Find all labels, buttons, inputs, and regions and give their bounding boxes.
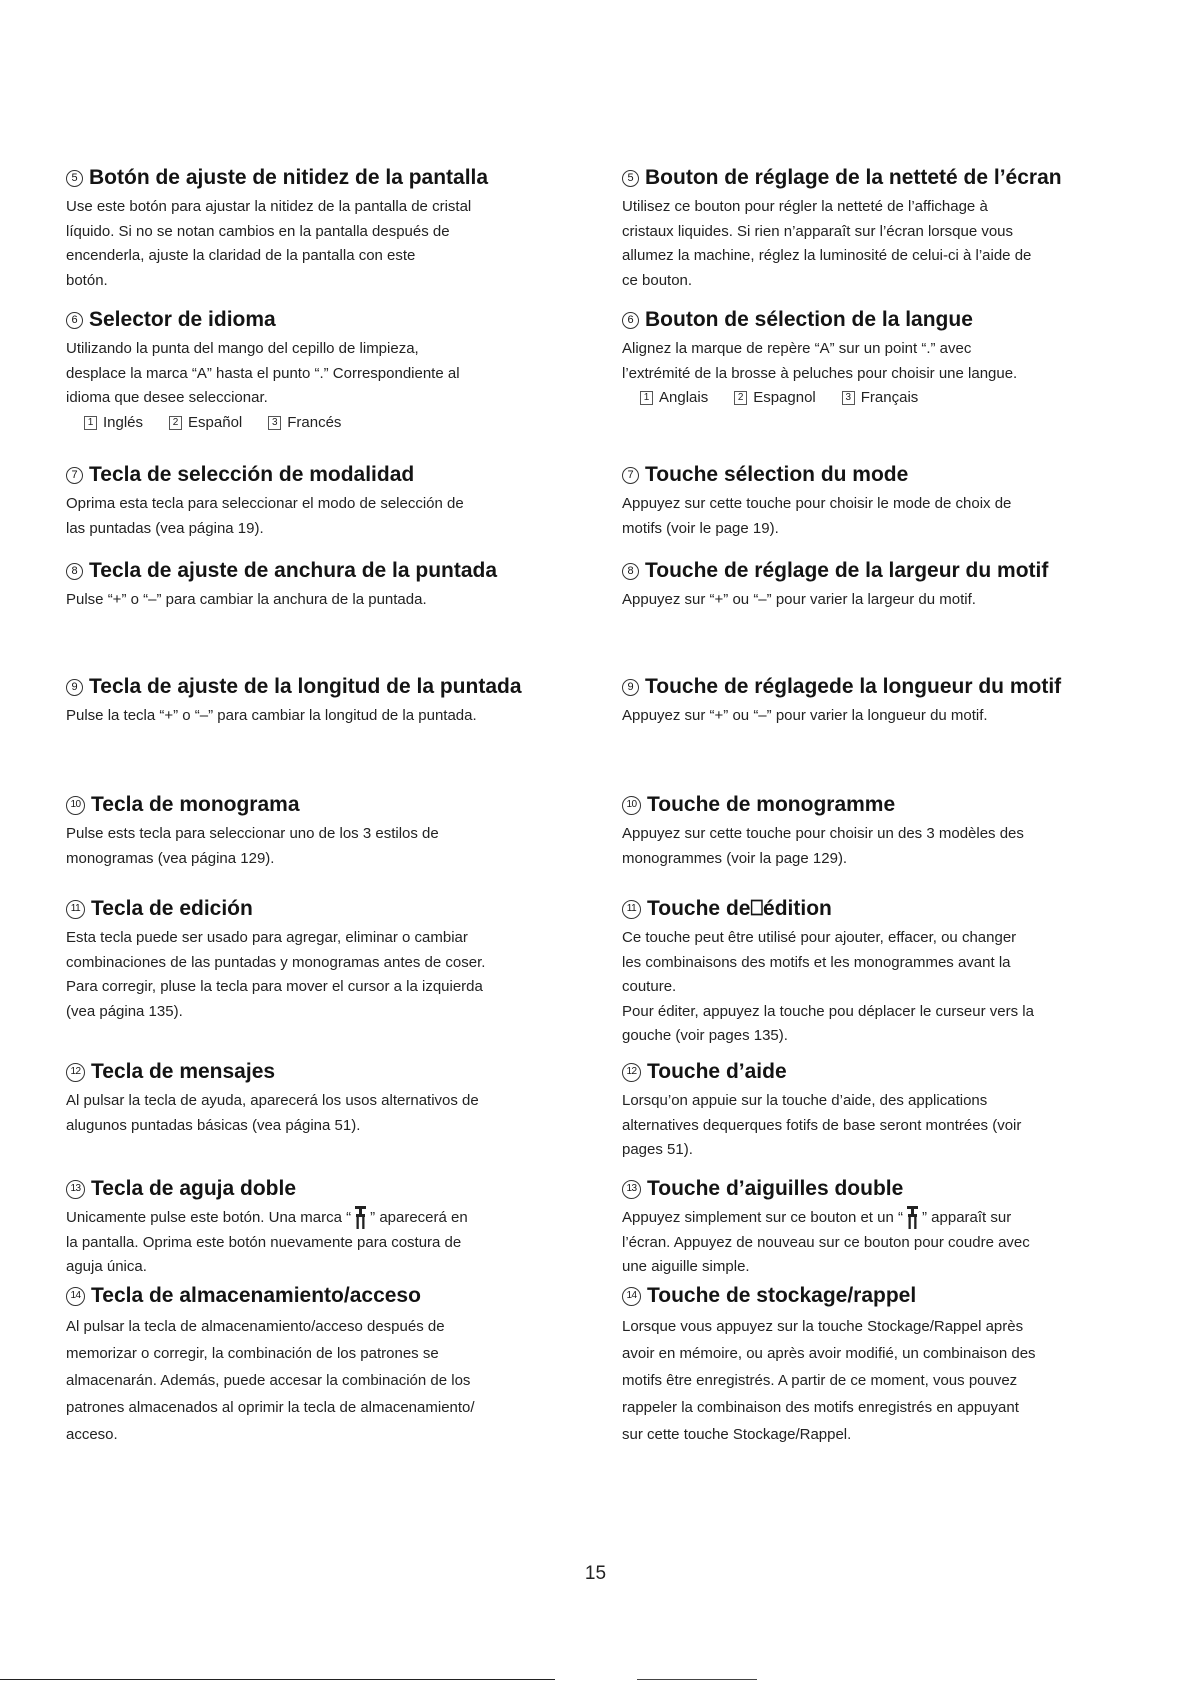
section-body: [622, 926, 1117, 1049]
section-6-es: [66, 307, 561, 435]
body-line: líquido. Si no se notan cambios en la pantalla después de: [66, 222, 450, 240]
section-body: [622, 1206, 1117, 1280]
section-7-fr: [622, 462, 1117, 541]
section-9-es: [66, 674, 561, 729]
circled-number: 13: [622, 1180, 641, 1199]
body-line: almacenarán. Además, puede accesar la combinación de los: [66, 1372, 471, 1389]
heading-text: Tecla de edición: [91, 897, 253, 920]
section-body: [66, 822, 561, 871]
section-7-es: [66, 462, 561, 541]
section-heading: [622, 462, 1117, 488]
section-body: [66, 926, 561, 1024]
body-line: couture.: [622, 978, 677, 995]
circled-number: 12: [622, 1063, 641, 1082]
heading-text: Tecla de ajuste de la longitud de la puntada: [89, 675, 522, 698]
section-heading: [622, 792, 1117, 818]
section-14-fr: [622, 1283, 1117, 1448]
body-line: Alignez la marque de repère “A” sur un point “.” avec: [622, 340, 972, 357]
body-line: les combinaisons des motifs et les monogrammes avant la: [622, 953, 1011, 971]
body-line: Lorsqu’on appuie sur la touche d’aide, des applications: [622, 1092, 988, 1109]
heading-text: Tecla de mensajes: [91, 1060, 276, 1083]
circled-number: 6: [66, 312, 83, 329]
page-number: 15: [584, 1563, 607, 1584]
body-line: Use este botón para ajustar la nitidez de la pantalla de cristal: [66, 198, 472, 215]
circled-number: 11: [622, 900, 641, 919]
line-text: Appuyez simplement sur ce bouton et un “: [622, 1209, 903, 1226]
circled-number: 10: [66, 796, 85, 815]
body-line: memorizar o corregir, la combinación de los patrones se: [66, 1345, 439, 1362]
circled-number: 6: [622, 312, 639, 329]
language-option: [169, 411, 242, 436]
body-line: Pulse ests tecla para seleccionar uno de los 3 estilos de: [66, 825, 439, 842]
body-line: las puntadas (vea página 19).: [66, 519, 264, 537]
body-line: Ce touche peut être utilisé pour ajouter, effacer, ou changer: [622, 929, 1017, 946]
section-heading: [622, 165, 1117, 191]
body-line: monogrammes (voir la page 129).: [622, 849, 848, 867]
section-heading: [622, 307, 1117, 333]
body-line: rappeler la combinaison des motifs enregistrés en appuyant: [622, 1399, 1019, 1416]
body-line: acceso.: [66, 1426, 118, 1443]
section-body: [622, 588, 1117, 613]
section-body: [622, 1313, 1117, 1448]
language-option: [842, 386, 919, 411]
language-label: Español: [188, 413, 243, 431]
section-heading: [622, 896, 1117, 922]
heading-text: Touche de monogramme: [647, 793, 896, 816]
option-number-box: 2: [169, 416, 182, 430]
section-body: [622, 704, 1117, 729]
body-line: alugunos puntadas básicas (vea página 51).: [66, 1116, 361, 1134]
language-options: [622, 386, 1117, 411]
section-body: [622, 1089, 1117, 1163]
body-line: sur cette touche Stockage/Rappel.: [622, 1426, 852, 1443]
body-line: (vea página 135).: [66, 1002, 183, 1020]
language-option: [734, 386, 816, 411]
section-body: [66, 588, 561, 613]
language-option: [268, 411, 341, 436]
section-heading: [66, 165, 561, 191]
section-heading: [66, 1176, 561, 1202]
body-line: gouche (voir pages 135).: [622, 1027, 788, 1044]
heading-text: Touche de stockage/rappel: [647, 1284, 917, 1307]
option-number-box: 1: [84, 416, 97, 430]
body-line: alternatives dequerques fotifs de base seront montrées (voir: [622, 1116, 1022, 1134]
section-body: [622, 337, 1117, 386]
heading-text: Tecla de selección de modalidad: [89, 463, 415, 486]
section-body: [66, 492, 561, 541]
body-line: Al pulsar la tecla de almacenamiento/acceso después de: [66, 1318, 445, 1335]
heading-text: Touche d’aide: [647, 1060, 787, 1083]
body-line: Appuyez sur “+” ou “–” pour varier la longueur du motif.: [622, 707, 988, 724]
section-heading: [66, 1283, 561, 1309]
section-8-es: [66, 558, 561, 613]
section-heading: [66, 1059, 561, 1085]
body-line: Pulse la tecla “+” o “–” para cambiar la longitud de la puntada.: [66, 707, 477, 724]
heading-text: Touche de⎕édition: [647, 897, 832, 920]
body-line: la pantalla. Oprima este botón nuevamente para costura de: [66, 1233, 462, 1251]
body-line: Utilizando la punta del mango del cepillo de limpieza,: [66, 340, 419, 357]
twin-needle-icon: [907, 1206, 918, 1230]
language-option: [640, 386, 708, 411]
body-line: monogramas (vea página 129).: [66, 849, 275, 867]
circled-number: 7: [66, 467, 83, 484]
language-label: Français: [860, 389, 919, 406]
language-label: Inglés: [103, 413, 144, 431]
section-heading: [66, 674, 561, 700]
section-heading: [622, 1283, 1117, 1309]
body-line: combinaciones de las puntadas y monogramas antes de coser.: [66, 953, 486, 971]
heading-text: Tecla de ajuste de anchura de la puntada: [89, 559, 498, 582]
section-body: [622, 195, 1117, 293]
heading-text: Bouton de réglage de la netteté de l’écran: [645, 166, 1062, 189]
circled-number: 5: [66, 170, 83, 187]
option-number-box: 3: [268, 416, 281, 430]
body-line: [622, 1206, 1117, 1231]
section-heading: [66, 462, 561, 488]
section-heading: [66, 307, 561, 333]
line-text: Unicamente pulse este botón. Una marca “: [66, 1209, 352, 1226]
body-line: Esta tecla puede ser usado para agregar, eliminar o cambiar: [66, 929, 468, 946]
section-13-fr: [622, 1176, 1117, 1280]
section-9-fr: [622, 674, 1117, 729]
circled-number: 5: [622, 170, 639, 187]
heading-text: Touche de réglagede la longueur du motif: [645, 675, 1062, 698]
heading-text: Tecla de aguja doble: [91, 1177, 296, 1200]
body-line: Lorsque vous appuyez sur la touche Stockage/Rappel après: [622, 1318, 1024, 1335]
body-line: Utilisez ce bouton pour régler la netteté de l’affichage à: [622, 198, 988, 215]
heading-text: Botón de ajuste de nitidez de la pantalla: [89, 166, 489, 189]
circled-number: 10: [622, 796, 641, 815]
section-body: [66, 337, 561, 411]
language-options: [66, 411, 561, 436]
body-line: encenderla, ajuste la claridad de la pantalla con este: [66, 247, 416, 264]
section-heading: [622, 558, 1117, 584]
section-5-es: [66, 165, 561, 293]
body-line: motifs (voir le page 19).: [622, 519, 779, 537]
language-label: Francés: [287, 413, 342, 431]
circled-number: 14: [622, 1287, 641, 1306]
section-heading: [66, 792, 561, 818]
circled-number: 9: [622, 679, 639, 696]
body-line: desplace la marca “A” hasta el punto “.” Correspondiente al: [66, 364, 460, 382]
heading-text: Touche sélection du mode: [645, 463, 909, 486]
option-number-box: 3: [842, 391, 855, 405]
heading-text: Tecla de monograma: [91, 793, 300, 816]
circled-number: 14: [66, 1287, 85, 1306]
section-heading: [66, 896, 561, 922]
heading-text: Touche d’aiguilles double: [647, 1177, 904, 1200]
body-line: pages 51).: [622, 1141, 693, 1158]
section-12-fr: [622, 1059, 1117, 1163]
section-body: [66, 704, 561, 729]
body-line: Appuyez sur “+” ou “–” pour varier la largeur du motif.: [622, 591, 976, 608]
line-text: ” aparecerá en: [370, 1209, 468, 1226]
section-body: [66, 1313, 561, 1448]
body-line: allumez la machine, réglez la luminosité de celui-ci à l’aide de: [622, 247, 1032, 264]
section-12-es: [66, 1059, 561, 1138]
section-heading: [622, 1176, 1117, 1202]
option-number-box: 2: [734, 391, 747, 405]
body-line: une aiguille simple.: [622, 1258, 750, 1275]
section-13-es: [66, 1176, 561, 1280]
section-body: [66, 1206, 561, 1280]
body-line: l’extrémité de la brosse à peluches pour choisir une langue.: [622, 364, 1018, 382]
body-line: ce bouton.: [622, 271, 693, 289]
section-heading: [66, 558, 561, 584]
section-6-fr: [622, 307, 1117, 411]
body-line: l’écran. Appuyez de nouveau sur ce bouton pour coudre avec: [622, 1233, 1030, 1251]
language-label: Anglais: [659, 389, 709, 406]
section-10-es: [66, 792, 561, 871]
body-line: [66, 1206, 561, 1231]
bottom-rule-right: [637, 1679, 757, 1680]
circled-number: 8: [622, 563, 639, 580]
body-line: botón.: [66, 271, 108, 289]
section-14-es: [66, 1283, 561, 1448]
body-line: motifs être enregistrés. A partir de ce moment, vous pouvez: [622, 1372, 1018, 1389]
section-8-fr: [622, 558, 1117, 613]
body-line: avoir en mémoire, ou après avoir modifié, un combinaison des: [622, 1345, 1036, 1362]
circled-number: 12: [66, 1063, 85, 1082]
language-option: [84, 411, 143, 436]
heading-text: Tecla de almacenamiento/acceso: [91, 1284, 421, 1307]
body-line: aguja única.: [66, 1258, 147, 1275]
body-line: Para corregir, pluse la tecla para mover el cursor a la izquierda: [66, 978, 483, 995]
circled-number: 8: [66, 563, 83, 580]
section-heading: [622, 674, 1117, 700]
body-line: Al pulsar la tecla de ayuda, aparecerá los usos alternativos de: [66, 1092, 479, 1109]
heading-text: Selector de idioma: [89, 308, 276, 331]
circled-number: 13: [66, 1180, 85, 1199]
body-line: patrones almacenados al oprimir la tecla de almacenamiento/: [66, 1399, 475, 1416]
section-10-fr: [622, 792, 1117, 871]
circled-number: 11: [66, 900, 85, 919]
body-line: Appuyez sur cette touche pour choisir un des 3 modèles des: [622, 825, 1024, 842]
circled-number: 7: [622, 467, 639, 484]
heading-text: Bouton de sélection de la langue: [645, 308, 973, 331]
body-line: Appuyez sur cette touche pour choisir le mode de choix de: [622, 495, 1012, 512]
section-5-fr: [622, 165, 1117, 293]
section-body: [622, 492, 1117, 541]
section-heading: [622, 1059, 1117, 1085]
body-line: Pulse “+” o “–” para cambiar la anchura de la puntada.: [66, 591, 427, 608]
section-11-fr: [622, 896, 1117, 1049]
body-line: Oprima esta tecla para seleccionar el modo de selección de: [66, 495, 464, 512]
twin-needle-icon: [355, 1206, 366, 1230]
body-line: Pour éditer, appuyez la touche pou déplacer le curseur vers la: [622, 1002, 1034, 1020]
circled-number: 9: [66, 679, 83, 696]
heading-text: Touche de réglage de la largeur du motif: [645, 559, 1049, 582]
option-number-box: 1: [640, 391, 653, 405]
section-body: [66, 1089, 561, 1138]
bottom-rule-left: [0, 1679, 555, 1680]
body-line: cristaux liquides. Si rien n’apparaît sur l’écran lorsque vous: [622, 222, 1014, 240]
section-body: [66, 195, 561, 293]
section-body: [622, 822, 1117, 871]
line-text: ” apparaît sur: [922, 1209, 1012, 1226]
section-11-es: [66, 896, 561, 1024]
language-label: Espagnol: [753, 389, 816, 406]
body-line: idioma que desee seleccionar.: [66, 389, 268, 406]
